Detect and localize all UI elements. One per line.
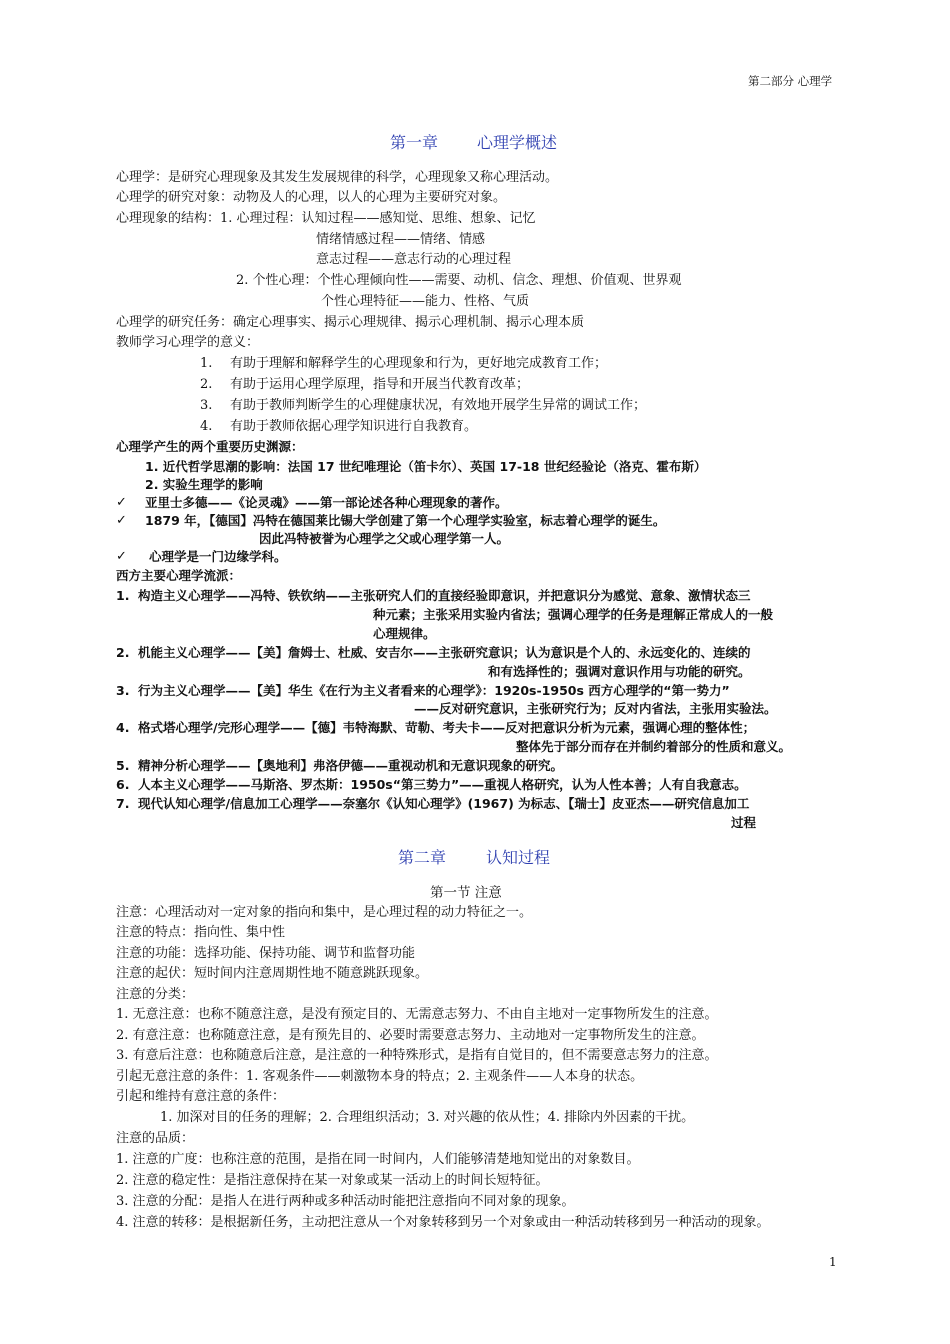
school-line: 心理规律。 xyxy=(373,626,436,641)
section-title: 第一节 注意 xyxy=(430,885,502,901)
school-line: 人本主义心理学——马斯洛、罗杰斯：1950s“第三势力”——重视人格研究，认为人性本善；人有自我意志。 xyxy=(138,777,747,792)
chapter-1-title-number: 第一章 xyxy=(390,133,439,152)
meaning-title: 教师学习心理学的意义： xyxy=(116,335,260,350)
attention-line: 注意的起伏：短时间内注意周期性地不随意跳跃现象。 xyxy=(116,966,429,981)
school-line: 和有选择性的；强调对意识作用与功能的研究。 xyxy=(488,664,751,679)
meaning-num: 4. xyxy=(200,419,213,434)
attention-line: 注意的功能：选择功能、保持功能、调节和监督功能 xyxy=(116,946,416,961)
check-icon: ✓ xyxy=(116,495,127,510)
attention-line: 3. 注意的分配：是指人在进行两种或多种活动时能把注意指向不同对象的现象。 xyxy=(116,1194,575,1209)
meaning-item: 有助于理解和解释学生的心理现象和行为，更好地完成教育工作； xyxy=(230,356,608,371)
attention-line: 1. 加深对目的任务的理解；2. 合理组织活动；3. 对兴趣的依从性；4. 排除内外因素的干扰。 xyxy=(160,1110,695,1125)
structure-line-1: 心理现象的结构：1. 心理过程：认知过程——感知觉、思维、想象、记忆 xyxy=(116,211,536,226)
structure-line-2: 情绪情感过程——情绪、情感 xyxy=(316,232,486,247)
school-line: 种元素；主张采用实验内省法；强调心理学的任务是理解正常成人的一般 xyxy=(373,607,774,622)
attention-line: 1. 无意注意：也称不随意注意，是没有预定目的、无需意志努力、不由自主地对一定事物所发生的注意。 xyxy=(116,1007,718,1022)
chapter-2-title-number: 第二章 xyxy=(398,848,447,867)
chapter-1-title-text: 心理学概述 xyxy=(477,133,558,152)
school-num: 5. xyxy=(116,758,130,773)
page-number: 1 xyxy=(829,1255,837,1269)
check-icon: ✓ xyxy=(116,513,127,528)
structure-line-4: 2. 个性心理：个性心理倾向性——需要、动机、信念、理想、价值观、世界观 xyxy=(236,273,682,288)
school-num: 7. xyxy=(116,796,130,811)
attention-line: 引起和维持有意注意的条件： xyxy=(116,1089,286,1104)
school-line: ——反对研究意识，主张研究行为；反对内省法，主张用实验法。 xyxy=(414,701,777,716)
attention-line: 注意的分类： xyxy=(116,987,195,1002)
check-item-2: 1879 年，【德国】冯特在德国莱比锡大学创建了第一个心理学实验室，标志着心理学的诞生。 xyxy=(145,513,666,528)
structure-line-5: 个性心理特征——能力、性格、气质 xyxy=(321,294,530,309)
check-item-2-cont: 因此冯特被誉为心理学之父或心理学第一人。 xyxy=(259,531,510,546)
attention-line: 4. 注意的转移：是根据新任务，主动把注意从一个对象转移到另一个对象或由一种活动转移到另一种活动的现象。 xyxy=(116,1215,770,1230)
meaning-num: 2. xyxy=(200,377,213,392)
research-tasks: 心理学的研究任务：确定心理事实、揭示心理规律、揭示心理机制、揭示心理本质 xyxy=(116,315,585,330)
school-line: 机能主义心理学——【美】詹姆士、杜威、安吉尔——主张研究意识；认为意识是个人的、永远变化的、连续的 xyxy=(138,645,751,660)
check-icon: ✓ xyxy=(116,549,127,564)
school-line: 格式塔心理学/完形心理学——【德】韦特海默、苛勒、考夫卡——反对把意识分析为元素，强调心理的整体性； xyxy=(138,720,756,735)
running-header: 第二部分 心理学 xyxy=(748,74,833,88)
school-num: 1. xyxy=(116,588,130,603)
school-num: 6. xyxy=(116,777,130,792)
attention-line: 2. 有意注意：也称随意注意，是有预先目的、必要时需要意志努力、主动地对一定事物所发生的注意。 xyxy=(116,1028,705,1043)
meaning-item: 有助于教师判断学生的心理健康状况，有效地开展学生异常的调试工作； xyxy=(230,398,647,413)
school-line: 现代认知心理学/信息加工心理学——奈塞尔《认知心理学》(1967) 为标志、【瑞士】皮亚杰——研究信息加工 xyxy=(138,796,750,811)
school-line: 整体先于部分而存在并制约着部分的性质和意义。 xyxy=(516,739,792,754)
meaning-num: 1. xyxy=(200,356,213,371)
attention-line: 2. 注意的稳定性：是指注意保持在某一对象或某一活动上的时间长短特征。 xyxy=(116,1173,549,1188)
attention-line: 注意的特点：指向性、集中性 xyxy=(116,925,286,940)
attention-line: 注意的品质： xyxy=(116,1131,195,1146)
check-item-3: 心理学是一门边缘学科。 xyxy=(149,549,287,564)
school-line: 过程 xyxy=(731,815,757,830)
meaning-item: 有助于运用心理学原理，指导和开展当代教育改革； xyxy=(230,377,530,392)
school-line: 行为主义心理学——【美】华生《在行为主义者看来的心理学》：1920s-1950s 西方心理学的“第一势力” xyxy=(138,683,730,698)
origin-line-2: 2. 实验生理学的影响 xyxy=(145,477,263,492)
schools-title: 西方主要心理学流派： xyxy=(116,568,242,583)
research-object: 心理学的研究对象：动物及人的心理，以人的心理为主要研究对象。 xyxy=(116,190,507,205)
attention-line: 引起无意注意的条件：1. 客观条件——刺激物本身的特点；2. 主观条件——人本身的状态。 xyxy=(116,1069,644,1084)
school-num: 4. xyxy=(116,720,130,735)
attention-line: 1. 注意的广度：也称注意的范围，是指在同一时间内，人们能够清楚地知觉出的对象数目。 xyxy=(116,1152,640,1167)
structure-line-3: 意志过程——意志行动的心理过程 xyxy=(316,252,512,267)
school-num: 3. xyxy=(116,683,130,698)
psychology-definition: 心理学：是研究心理现象及其发生发展规律的科学，心理现象又称心理活动。 xyxy=(116,170,559,185)
chapter-2-title-text: 认知过程 xyxy=(486,848,551,867)
check-item-1: 亚里士多德——《论灵魂》——第一部论述各种心理现象的著作。 xyxy=(145,495,508,510)
school-line: 构造主义心理学——冯特、铁钦纳——主张研究人们的直接经验即意识，并把意识分为感觉、意象、激情状态三 xyxy=(138,588,751,603)
attention-line: 3. 有意后注意：也称随意后注意，是注意的一种特殊形式，是指有自觉目的，但不需要意志努力的注意。 xyxy=(116,1048,718,1063)
origin-title: 心理学产生的两个重要历史渊源： xyxy=(116,439,304,454)
meaning-num: 3. xyxy=(200,398,213,413)
origin-line-1: 1. 近代哲学思潮的影响：法国 17 世纪唯理论（笛卡尔）、英国 17-18 世纪经验论（洛克、霍布斯） xyxy=(145,459,707,474)
attention-line: 注意：心理活动对一定对象的指向和集中，是心理过程的动力特征之一。 xyxy=(116,905,533,920)
school-num: 2. xyxy=(116,645,130,660)
school-line: 精神分析心理学——【奥地利】弗洛伊德——重视动机和无意识现象的研究。 xyxy=(138,758,564,773)
meaning-item: 有助于教师依据心理学知识进行自我教育。 xyxy=(230,419,478,434)
